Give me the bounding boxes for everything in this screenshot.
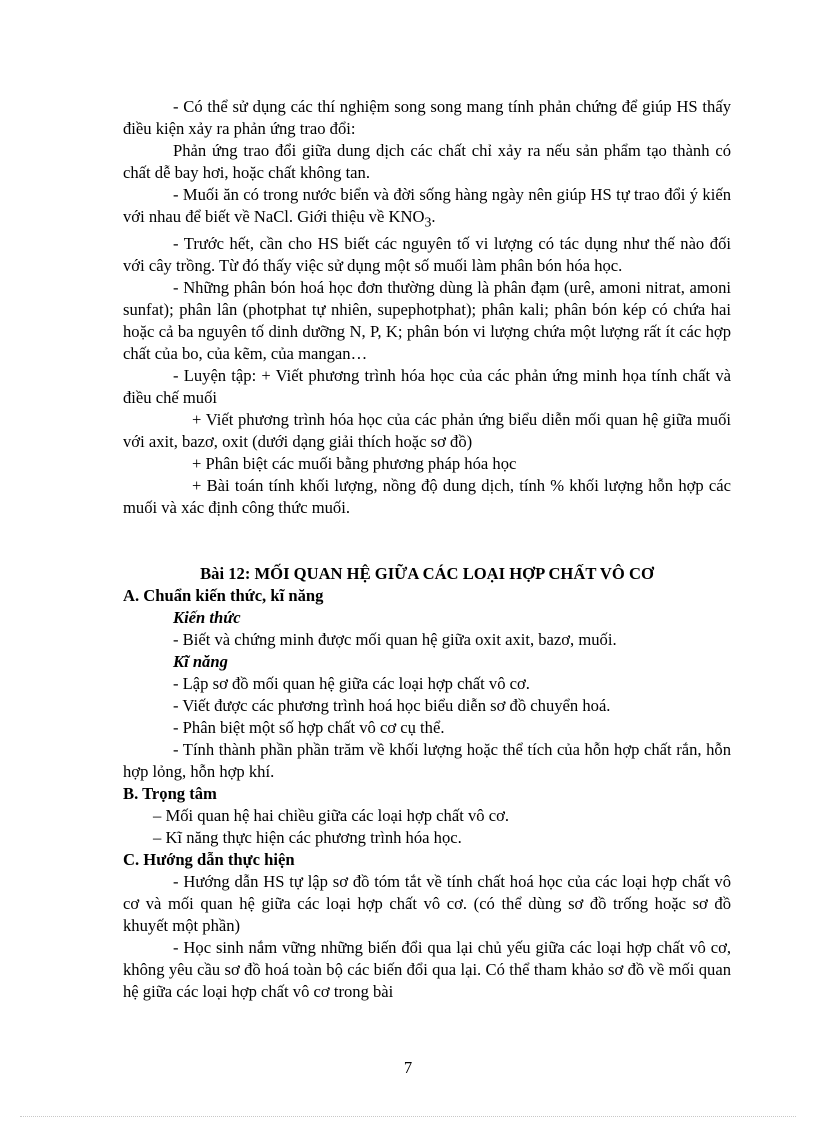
section-b-heading: B. Trọng tâm [123,784,217,804]
skills-label: Kĩ năng [173,652,228,672]
skills-item: - Phân biệt một số hợp chất vô cơ cụ thể. [173,718,445,738]
skills-item: - Viết được các phương trình hoá học biểu diễn sơ đồ chuyển hoá. [173,696,611,716]
section-a-heading: A. Chuẩn kiến thức, kĩ năng [123,586,324,606]
skills-item: - Lập sơ đồ mối quan hệ giữa các loại hợp chất vô cơ. [173,674,530,694]
focus-item: – Mối quan hệ hai chiều giữa các loại hợp chất vô cơ. [153,806,509,826]
paragraph: + Phân biệt các muối bằng phương pháp hóa học [192,454,517,474]
focus-item: – Kĩ năng thực hiện các phương trình hóa học. [153,828,462,848]
page-content [123,96,731,1003]
lesson-title: Bài 12: MỐI QUAN HỆ GIỮA CÁC LOẠI HỢP CHẤT VÔ CƠ [200,564,654,584]
knowledge-item: - Biết và chứng minh được mối quan hệ giữa oxit axit, bazơ, muối. [173,630,617,650]
paragraph-text: - Muối ăn có trong nước biển và đời sống hàng ngày nên giúp HS tự trao đổi ý kiến với nhau để biết về NaCl. Giới thiệu về KNO [123,185,731,226]
guide-item: - Hướng dẫn HS tự lập sơ đồ tóm tắt về tính chất hoá học của các loại hợp chất vô cơ và mối quan hệ giữa các loại hợp chất vô cơ. (có thể dùng sơ đồ trống hoặc sơ đồ khuyết một phần) [123,872,731,936]
paragraph: - Những phân bón hoá học đơn thường dùng là phân đạm (urê, amoni nitrat, amoni sunfat); phân lân (photphat tự nhiên, supephotphat); phân kali; phân bón kép có chứa hai hoặc cả ba nguyên tố dinh dưỡng N, P, K; phân bón vi lượng chứa một lượng rất ít các hợp chất của bo, của kẽm, của mangan… [123,278,731,364]
paragraph: - Trước hết, cần cho HS biết các nguyên tố vi lượng có tác dụng như thế nào đối với cây trồng. Từ đó thấy việc sử dụng một số muối làm phân bón hóa học. [123,234,731,276]
section-c-heading: C. Hướng dẫn thực hiện [123,850,295,870]
paragraph: - Có thể sử dụng các thí nghiệm song song mang tính phản chứng để giúp HS thấy điều kiện xảy ra phản ứng trao đổi: [123,97,731,138]
paragraph: + Viết phương trình hóa học của các phản ứng biểu diễn mối quan hệ giữa muối với axit, bazơ, oxit (dưới dạng giải thích hoặc sơ đồ) [123,410,731,452]
page-number: 7 [403,1058,413,1077]
kno3-tail: . [431,207,436,226]
paragraph: - Luyện tập: + Viết phương trình hóa học của các phản ứng minh họa tính chất và điều chế muối [123,366,731,408]
kno3-subscript: 3 [424,214,432,230]
page-bottom-divider [20,1116,796,1117]
paragraph: Phản ứng trao đổi giữa dung dịch các chất chỉ xảy ra nếu sản phẩm tạo thành có chất dễ bay hơi, hoặc chất không tan. [123,141,731,182]
spacer [123,519,731,563]
knowledge-label: Kiến thức [173,608,241,628]
skills-item: - Tính thành phần phần trăm về khối lượng hoặc thể tích của hỗn hợp chất rắn, hỗn hợp lỏng, hỗn hợp khí. [123,740,731,782]
paragraph: + Bài toán tính khối lượng, nồng độ dung dịch, tính % khối lượng hỗn hợp các muối và xác định công thức muối. [123,476,731,518]
paragraph-nacl-kno3 [123,184,731,233]
guide-item: - Học sinh nắm vững những biến đổi qua lại chủ yếu giữa các loại hợp chất vô cơ, không yêu cầu sơ đồ hoá toàn bộ các biến đổi qua lại. Có thể tham khảo sơ đồ về mối quan hệ giữa các loại hợp chất vô cơ trong bài [123,938,731,1002]
